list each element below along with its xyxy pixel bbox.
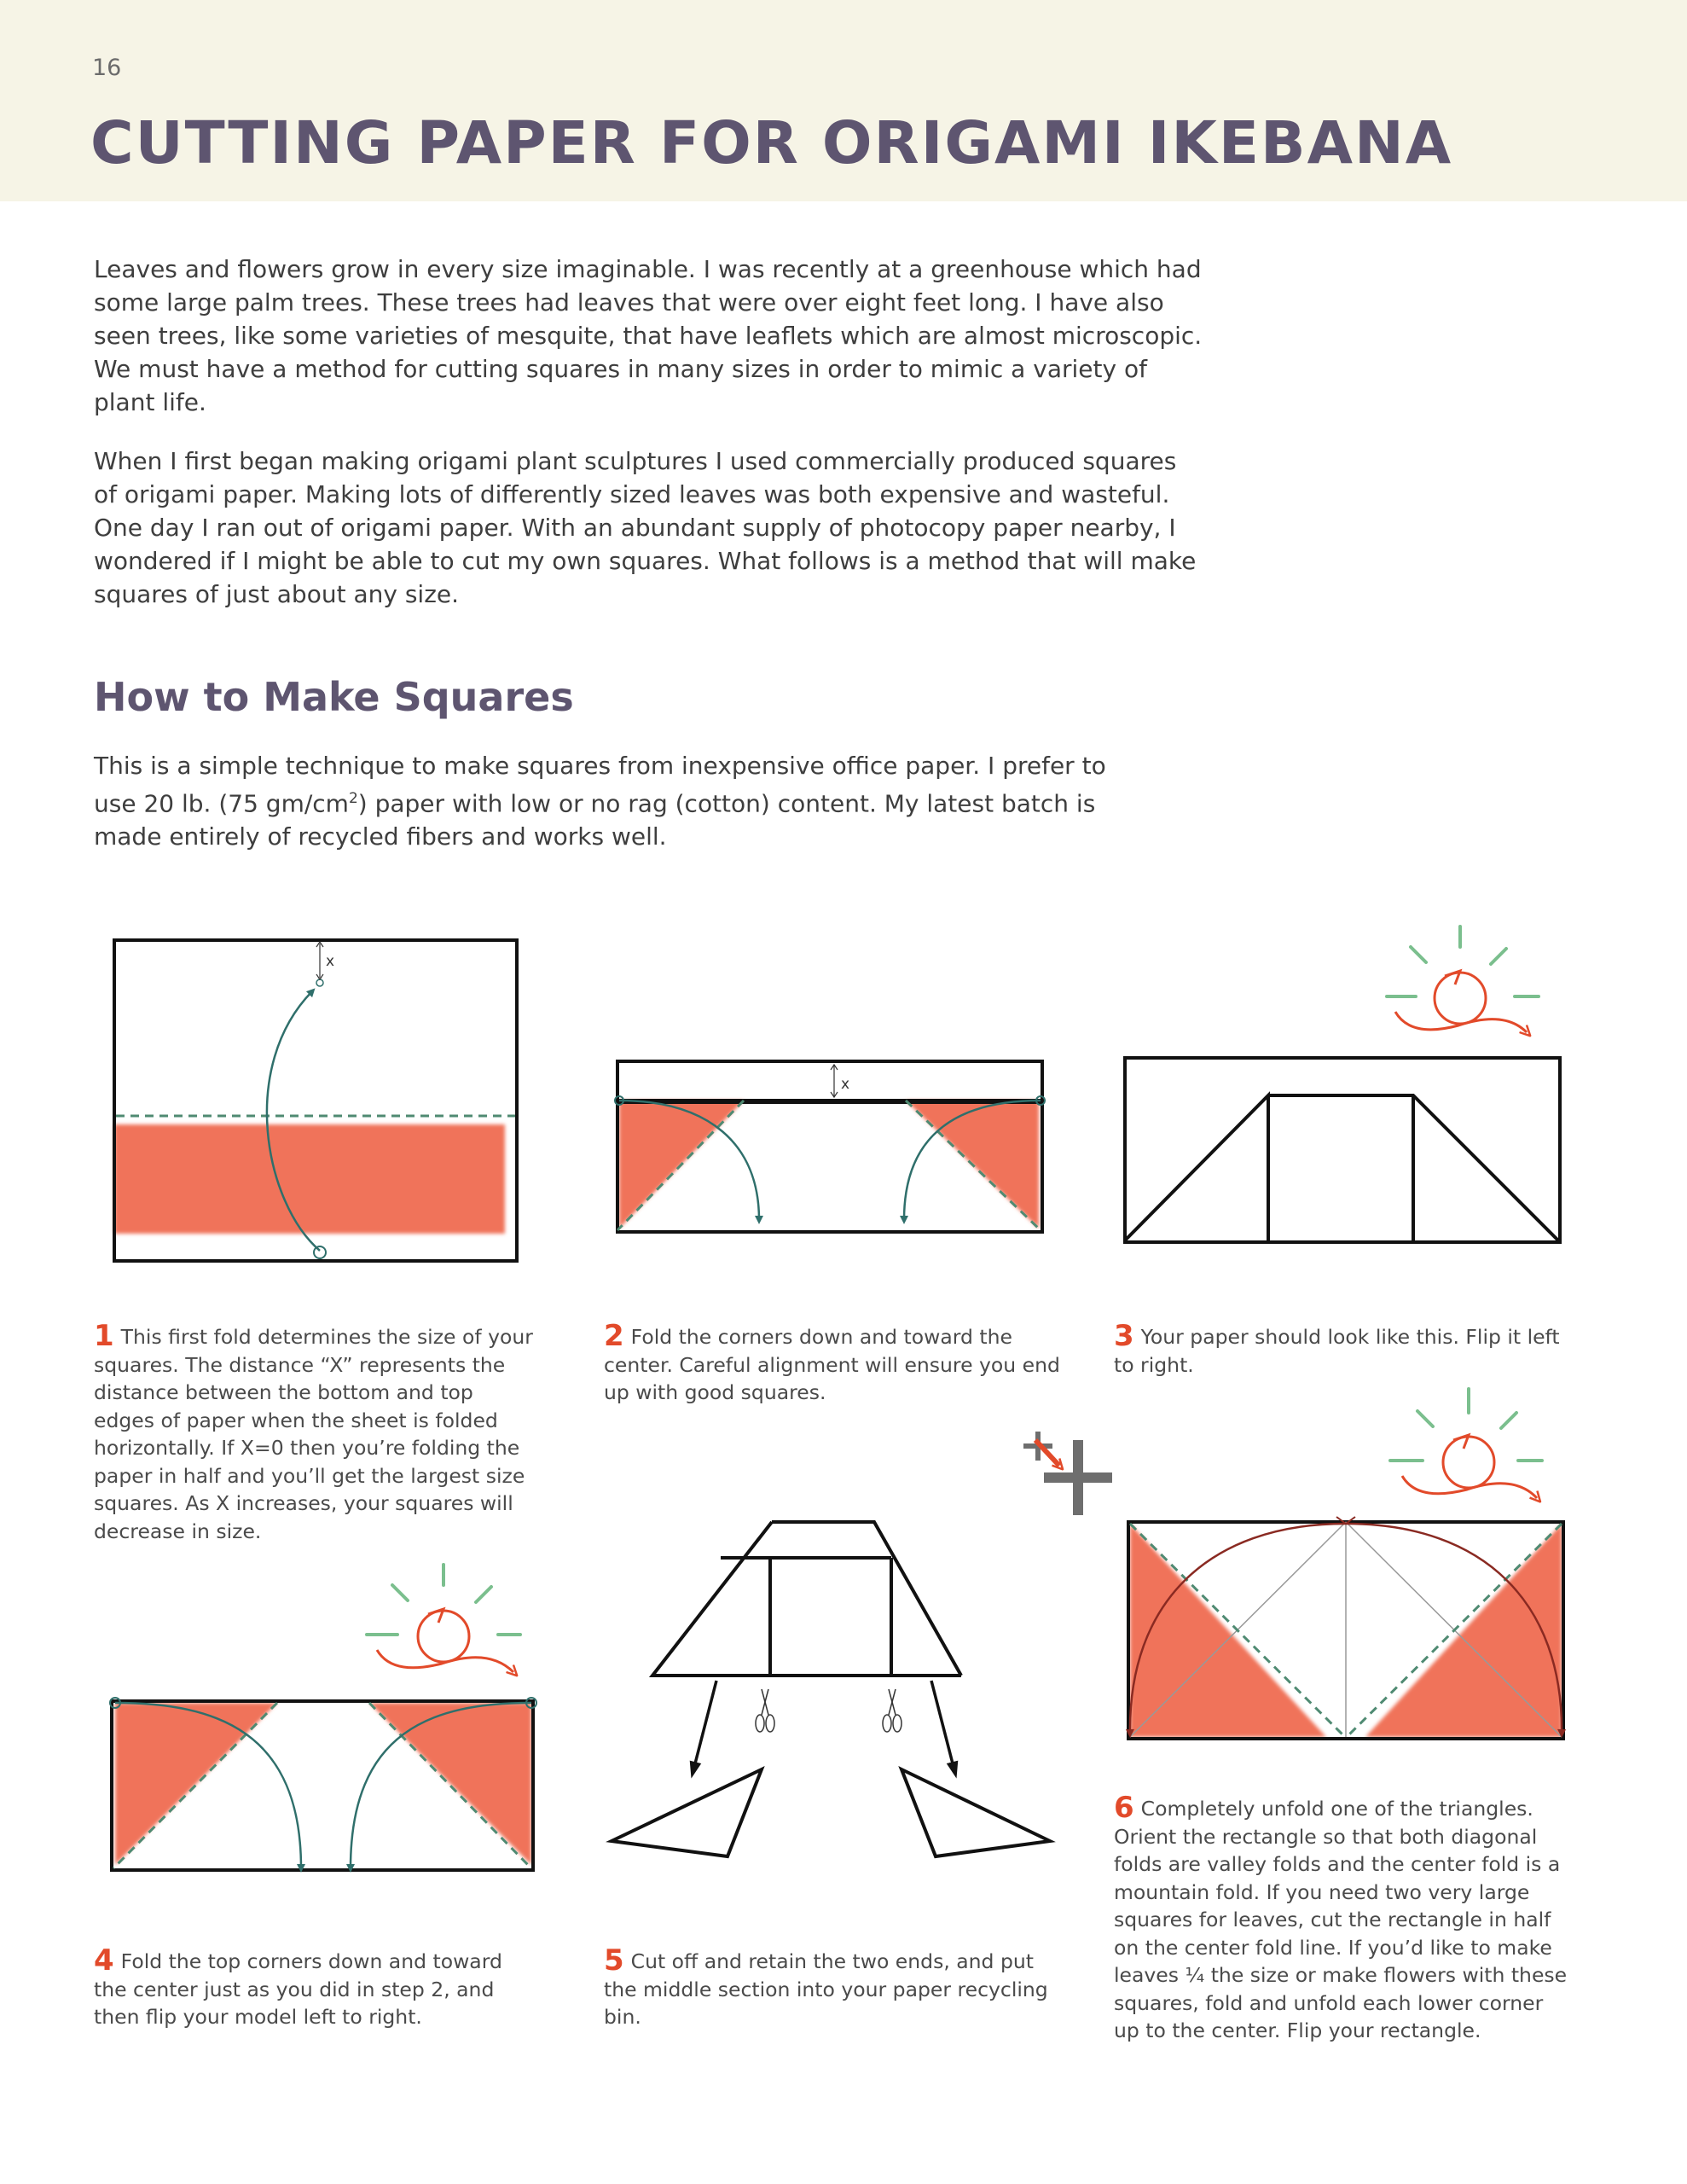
- left-cut-triangle: [612, 1769, 762, 1856]
- step-1-caption: [94, 1319, 537, 1545]
- step-number: 4: [94, 1943, 114, 1978]
- step-3-caption: [1114, 1319, 1574, 1379]
- step-5-diagram: [601, 1510, 1062, 1868]
- page-number: 16: [92, 55, 122, 81]
- step-6-caption: [1114, 1791, 1574, 2045]
- step-text: This first fold determines the size of your squares. The distance “X” represents the distance between the bottom and top edges of paper when the sheet is folded horizontally. If X=0 then you’re folding the paper in half and you’ll get the largest size squares. As X increases, your squares will decrease in size.: [94, 1325, 533, 1543]
- top-strip: [617, 1061, 1042, 1102]
- section-intro: [94, 749, 1117, 853]
- intro-paragraph: Leaves and flowers grow in every size imaginable. I was recently at a greenhouse which had some large palm trees. These trees had leaves that were over eight feet long. I have also seen trees, like some varieties of mesquite, that have leaflets which are almost microscopic. We must have a method for cutting squares in many sizes in order to mimic a variety of plant life.: [94, 255, 1203, 416]
- flip-circle: [1435, 973, 1486, 1024]
- step-number: 6: [1114, 1791, 1134, 1825]
- step-number: 3: [1114, 1319, 1134, 1353]
- left-triangle-region: [1130, 1524, 1326, 1737]
- step-5-caption: [604, 1943, 1064, 2031]
- flip-circle-arrow: [1453, 1435, 1469, 1449]
- fold-target-marker: [316, 979, 323, 986]
- flip-sweep-arrow: [1395, 1012, 1527, 1032]
- superscript-2: 2: [348, 790, 358, 807]
- step-text: Fold the corners down and toward the center. Careful alignment will ensure you end up with good squares.: [604, 1325, 1060, 1404]
- distance-x-label: x: [326, 953, 335, 970]
- left-triangle: [1125, 1095, 1268, 1240]
- trapezoid-right-edge: [772, 1522, 961, 1676]
- back-layer: [1125, 1058, 1560, 1242]
- right-scissors-icon: [883, 1689, 901, 1732]
- flip-circle-arrow: [1445, 971, 1460, 985]
- flip-rays: [1390, 1389, 1542, 1461]
- flip-circle-arrow: [428, 1609, 443, 1623]
- step-4-flip-symbol: [358, 1560, 546, 1696]
- step-text: Fold the top corners down and toward the center just as you did in step 2, and then flip your model left to right.: [94, 1949, 502, 2029]
- step-4-diagram: [98, 1689, 542, 1894]
- right-triangle-region: [1365, 1524, 1562, 1737]
- step-2-caption: [604, 1319, 1064, 1407]
- flip-rays: [367, 1565, 520, 1635]
- step-number: 5: [604, 1943, 624, 1978]
- section-intro-part: This is a simple technique to make squares from inexpensive office paper. I prefer to use 20 lb. (75 gm/cm: [94, 752, 1106, 818]
- step-3-diagram: [1113, 1049, 1574, 1263]
- left-scissors-icon: [756, 1689, 774, 1732]
- step-6-plus-icon: [1020, 1423, 1122, 1525]
- step-number: 1: [94, 1319, 114, 1353]
- folded-flap: [114, 1124, 505, 1234]
- step-text: Your paper should look like this. Flip it left to right.: [1114, 1325, 1560, 1377]
- section-heading: How to Make Squares: [94, 674, 574, 720]
- flip-circle: [418, 1611, 469, 1662]
- trapezoid-left-edge: [652, 1522, 961, 1676]
- step-6-flip-symbol: [1383, 1384, 1562, 1520]
- step-2-diagram: [606, 1049, 1049, 1254]
- step-text: Completely unfold one of the triangles. Orient the rectangle so that both diagonal folds are valley folds and the center fold is a mountain fold. If you need two very large squares for leaves, cut the rectangle in half on the center fold line. If you’d like to make leaves ¼ the size or make flowers with these squares, fold and unfold each lower corner up to the center. Flip your rectangle.: [1114, 1797, 1568, 2042]
- left-removal-arrow: [693, 1681, 716, 1770]
- step-6-diagram: [1113, 1510, 1574, 1757]
- right-cut-triangle: [901, 1769, 1050, 1856]
- fold-origin-marker: [314, 1246, 326, 1258]
- page-title: CUTTING PAPER FOR ORIGAMI IKEBANA: [90, 109, 1453, 177]
- section-intro-part: ) paper with low or no rag (cotton) content. My latest batch is made entirely of recycled fibers and works well.: [94, 789, 1096, 851]
- flip-circle: [1443, 1437, 1494, 1488]
- step-3-flip-symbol: [1382, 921, 1561, 1058]
- step-1-diagram: [102, 930, 529, 1271]
- flip-rays: [1387, 926, 1539, 996]
- step-number: 2: [604, 1319, 624, 1353]
- step-text: Cut off and retain the two ends, and put the middle section into your paper recycling bin.: [604, 1949, 1048, 2029]
- step-4-caption: [94, 1943, 537, 2031]
- right-removal-arrow: [931, 1681, 954, 1770]
- intro-paragraph: When I first began making origami plant sculptures I used commercially produced squares of origami paper. Making lots of differently sized leaves was both expensive and wasteful. One day I ran out of origami paper. With an abundant supply of photocopy paper nearby, I wondered if I might be able to cut my own squares. What follows is a method that will make squares of just about any size.: [94, 447, 1197, 608]
- distance-x-label: x: [841, 1076, 850, 1093]
- intro-text: [94, 253, 1203, 636]
